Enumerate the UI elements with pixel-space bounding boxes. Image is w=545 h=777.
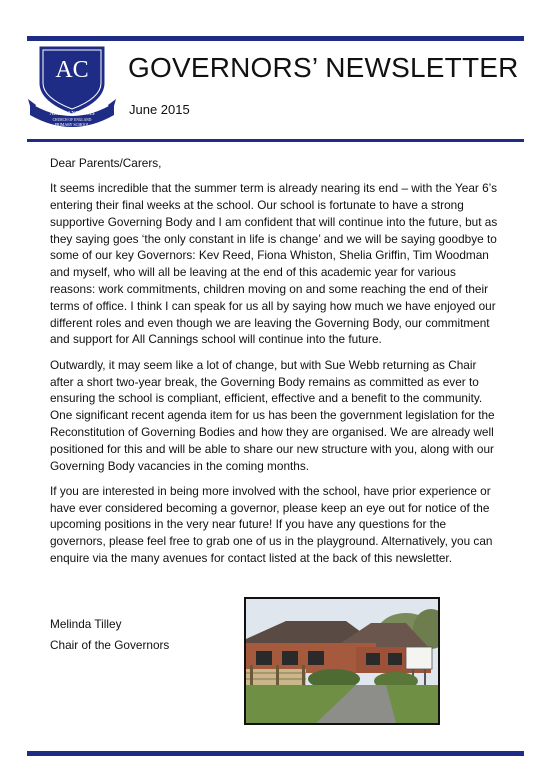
paragraph-2: Outwardly, it may seem like a lot of change, but with Sue Webb returning as Chair after a short two-year break, the Governing Body remains as committed as ever to ensuring the school is compliant, efficient, effective and a benefit to the community. One significant recent agenda item for us has been the government legislation for the Reconstitution of Governing Bodies and how they are organised. We are already well positioned for this and will be able to share our new structure with you, along with our Governing Body vacancies in the coming months.: [50, 357, 495, 473]
newsletter-title: GOVERNORS’ NEWSLETTER: [128, 52, 519, 83]
crest-ribbon-line2: CHURCH OF ENGLAND: [52, 118, 92, 122]
header-bottom-rule: [27, 139, 524, 142]
signature-name: Melinda Tilley: [50, 617, 122, 631]
school-crest-logo: [28, 43, 116, 131]
footer-rule: [27, 751, 524, 756]
crest-ribbon-line1: ALL CANNINGS: [49, 110, 95, 117]
salutation: Dear Parents/Carers,: [50, 156, 162, 170]
crest-ribbon-line3: PRIMARY SCHOOL: [54, 122, 90, 127]
header-top-rule: [27, 36, 524, 41]
letter-body: [50, 155, 502, 575]
newsletter-date: June 2015: [129, 102, 190, 117]
school-building-photo: [244, 597, 440, 725]
crest-initials: AC: [55, 57, 89, 83]
paragraph-1: It seems incredible that the summer term is already nearing its end – with the Year 6’s entering their final weeks at the school. Our school is fortunate to have a strong supportive Governing Body and I am confident that will continue into the future, but as they saying goes ‘the only constant in life is change’ and we will be saying goodbye to some of our key Governors: Kev Reed, Fiona Whiston, Shelia Griffin, Tim Woodman and myself, who will all be leaving at the end of this academic year for various reasons: work commitments, children moving on and some reaching the end of their terms of office. I think I can speak for us all by saying how much we have enjoyed our different roles and even though we are leaving the Governing Body, our commitment and support for All Cannings school will continue into the future.: [50, 181, 498, 347]
paragraph-3: If you are interested in being more involved with the school, have prior experience or have ever considered becoming a governor, please keep an eye out for notice of the upcoming positions in the very near future! If you have any questions for the governors, please feel free to grab one of us in the playground. Alternatively, you can enquire via the many avenues for contact listed at the back of this newsletter.: [50, 483, 493, 566]
signature-block: [50, 614, 169, 656]
signature-title: Chair of the Governors: [50, 638, 170, 652]
